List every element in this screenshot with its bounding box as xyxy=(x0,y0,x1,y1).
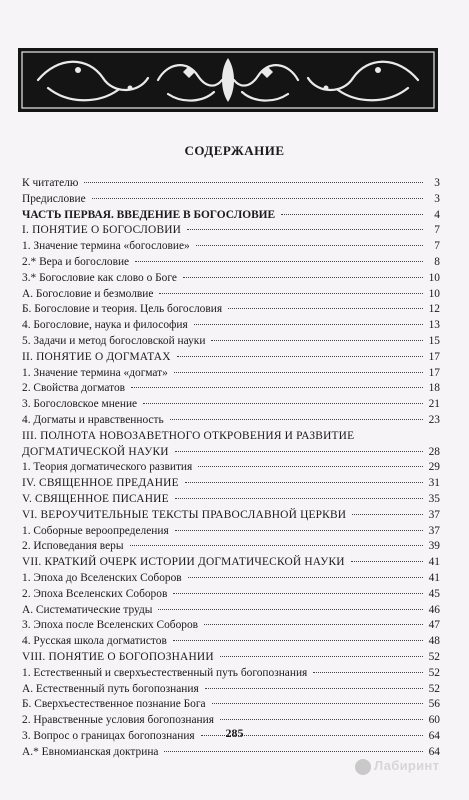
toc-entry-page: 15 xyxy=(428,334,440,347)
toc-entry xyxy=(22,460,440,476)
dot-leader xyxy=(187,229,423,230)
toc-entry-page: 10 xyxy=(428,287,440,300)
dot-leader xyxy=(158,609,423,610)
toc-entry xyxy=(22,287,440,303)
dot-leader xyxy=(204,624,423,625)
toc-entry-title: 1. Значение термина «догмат» xyxy=(22,366,168,379)
toc-entry xyxy=(22,492,440,508)
toc-entry-title: 1. Значение термина «богословие» xyxy=(22,240,190,253)
labyrinth-logo-icon xyxy=(355,759,371,775)
toc-entry-title: V. СВЯЩЕННОЕ ПИСАНИЕ xyxy=(22,492,169,505)
toc-entry-page: 21 xyxy=(428,398,440,411)
toc-entry xyxy=(22,413,440,429)
toc-entry-title: ЧАСТЬ ПЕРВАЯ. ВВЕДЕНИЕ В БОГОСЛОВИЕ xyxy=(22,208,276,221)
toc-entry-page: 41 xyxy=(428,556,440,569)
dot-leader xyxy=(313,672,423,673)
toc-entry-page: 8 xyxy=(434,255,440,268)
toc-entry-title: Б. Богословие и теория. Цель богословия xyxy=(22,303,223,316)
watermark-logo-text: Лабиринт xyxy=(374,758,440,773)
toc-entry-title: 1. Теория догматического развития xyxy=(22,461,193,474)
dot-leader xyxy=(351,561,423,562)
dot-leader xyxy=(177,356,423,357)
dot-leader xyxy=(174,372,423,373)
toc-entry-page: 29 xyxy=(428,461,440,474)
toc-entry-page: 45 xyxy=(428,587,440,600)
dot-leader xyxy=(131,387,423,388)
toc-entry xyxy=(22,350,440,366)
toc-entry-title: 3. Эпоха после Вселенских Соборов xyxy=(22,619,199,632)
toc-entry xyxy=(22,176,440,192)
toc-entry-title: ДОГМАТИЧЕСКОЙ НАУКИ xyxy=(22,445,169,458)
toc-entry-page: 12 xyxy=(428,303,440,316)
toc-entry xyxy=(22,445,440,461)
toc-entry-title: III. ПОЛНОТА НОВОЗАВЕТНОГО ОТКРОВЕНИЯ И РАЗВИТИЕ xyxy=(22,429,355,442)
dot-leader xyxy=(194,324,423,325)
dot-leader xyxy=(198,466,423,467)
dot-leader xyxy=(84,182,423,183)
toc-entry-title: VII. КРАТКИЙ ОЧЕРК ИСТОРИИ ДОГМАТИЧЕСКОЙ НАУКИ xyxy=(22,556,345,569)
toc-entry-page: 48 xyxy=(428,635,440,648)
toc-entry-page: 46 xyxy=(428,603,440,616)
toc-entry xyxy=(22,634,440,650)
toc-entry xyxy=(22,650,440,666)
toc-entry-title: А.* Евномианская доктрина xyxy=(22,745,159,758)
toc-entry xyxy=(22,555,440,571)
toc-entry-title: I. ПОНЯТИЕ О БОГОСЛОВИИ xyxy=(22,224,182,237)
toc-entry-page: 52 xyxy=(428,666,440,679)
toc-entry xyxy=(22,666,440,682)
toc-entry-page: 60 xyxy=(428,714,440,727)
dot-leader xyxy=(175,498,423,499)
toc-entry-title: А. Систематические труды xyxy=(22,603,153,616)
toc-entry xyxy=(22,334,440,350)
toc-entry xyxy=(22,397,440,413)
toc-entry xyxy=(22,539,440,555)
toc-entry-page: 28 xyxy=(428,445,440,458)
toc-entry-page: 17 xyxy=(428,350,440,363)
toc-entry-page: 37 xyxy=(428,508,440,521)
toc-entry-page: 47 xyxy=(428,619,440,632)
toc-entry-page: 3 xyxy=(434,192,440,205)
toc-entry-title: 2. Эпоха Вселенских Соборов xyxy=(22,587,168,600)
toc-entry xyxy=(22,429,440,445)
toc-entry-page: 3 xyxy=(434,177,440,189)
dot-leader xyxy=(205,688,423,689)
toc-entry-title: VIII. ПОНЯТИЕ О БОГОПОЗНАНИИ xyxy=(22,650,214,663)
toc-entry-title: 4. Догматы и нравственность xyxy=(22,413,164,426)
dot-leader xyxy=(135,261,423,262)
toc-entry-title: 4. Русская школа догматистов xyxy=(22,635,167,648)
dot-leader xyxy=(196,245,423,246)
toc-entry-title: А. Естественный путь богопознания xyxy=(22,682,199,695)
toc-entry xyxy=(22,302,440,318)
toc-entry-page: 52 xyxy=(428,650,440,663)
toc-entry xyxy=(22,381,440,397)
toc-entry-page: 64 xyxy=(428,729,440,742)
toc-entry xyxy=(22,524,440,540)
toc-entry xyxy=(22,192,440,208)
page-number: 285 xyxy=(225,726,244,740)
toc-entry-title: А. Богословие и безмолвие xyxy=(22,287,154,300)
toc-entry-page: 31 xyxy=(428,477,440,490)
dot-leader xyxy=(164,751,423,752)
toc-entry-page: 13 xyxy=(428,319,440,332)
toc-entry-title: 2. Свойства догматов xyxy=(22,382,126,395)
toc-entry xyxy=(22,223,440,239)
dot-leader xyxy=(183,277,423,278)
dot-leader xyxy=(220,719,423,720)
toc-entry-title: 3.* Богословие как слово о Боге xyxy=(22,271,177,284)
floral-ornament-icon xyxy=(18,48,438,112)
toc-entry xyxy=(22,587,440,603)
toc-entry-page: 4 xyxy=(434,208,440,221)
dot-leader xyxy=(212,703,423,704)
toc-entry-page: 7 xyxy=(434,240,440,253)
toc-entry xyxy=(22,508,440,524)
toc-entry-title: 2. Нравственные условия богопознания xyxy=(22,714,214,727)
toc-entry-title: 1. Естественный и сверхъестественный путь богопознания xyxy=(22,666,308,679)
toc-entry-page: 56 xyxy=(428,698,440,711)
dot-leader xyxy=(211,340,423,341)
dot-leader xyxy=(352,514,423,515)
watermark-logo xyxy=(355,758,439,775)
toc-entry-page: 18 xyxy=(428,382,440,395)
dot-leader xyxy=(175,530,423,531)
dot-leader xyxy=(130,545,423,546)
toc-entry xyxy=(22,618,440,634)
toc-entry-title: 1. Соборные вероопределения xyxy=(22,524,169,537)
dot-leader xyxy=(143,403,423,404)
toc-entry xyxy=(22,697,440,713)
toc-entry-title: 2. Исповедания веры xyxy=(22,540,124,553)
toc-entry-page: 10 xyxy=(428,271,440,284)
toc-entry-title: IV. СВЯЩЕННОЕ ПРЕДАНИЕ xyxy=(22,477,179,490)
toc-entry-page: 64 xyxy=(428,745,440,758)
toc-entry-page: 52 xyxy=(428,682,440,695)
ornamental-header-banner xyxy=(18,48,438,112)
toc-entry xyxy=(22,682,440,698)
toc-entry-title: II. ПОНЯТИЕ О ДОГМАТАХ xyxy=(22,350,171,363)
toc-entry-page: 17 xyxy=(428,366,440,379)
dot-leader xyxy=(185,482,423,483)
toc-entry-title: VI. ВЕРОУЧИТЕЛЬНЫЕ ТЕКСТЫ ПРАВОСЛАВНОЙ ЦЕРКВИ xyxy=(22,508,347,521)
toc-entry-title: 3. Вопрос о границах богопознания xyxy=(22,729,195,742)
toc-entry-title: Предисловие xyxy=(22,192,86,205)
dot-leader xyxy=(173,593,423,594)
dot-leader xyxy=(92,198,423,199)
toc-entry xyxy=(22,255,440,271)
toc-entry xyxy=(22,318,440,334)
toc-entry-page: 39 xyxy=(428,540,440,553)
toc-entry-page: 23 xyxy=(428,413,440,426)
toc-entry-page: 35 xyxy=(428,492,440,505)
toc-entry-title: 5. Задачи и метод богословской науки xyxy=(22,334,206,347)
dot-leader xyxy=(175,451,423,452)
table-of-contents xyxy=(22,176,440,760)
toc-entry-title: 4. Богословие, наука и философия xyxy=(22,319,188,332)
toc-entry xyxy=(22,571,440,587)
toc-entry xyxy=(22,476,440,492)
dot-leader xyxy=(173,640,423,641)
toc-entry xyxy=(22,239,440,255)
toc-entry-page: 37 xyxy=(428,524,440,537)
toc-entry-title: 2.* Вера и богословие xyxy=(22,255,130,268)
toc-entry-title: К читателю xyxy=(22,177,79,189)
dot-leader xyxy=(281,214,423,215)
toc-entry-title: Б. Сверхъестественное познание Бога xyxy=(22,698,206,711)
dot-leader xyxy=(220,656,423,657)
toc-entry-page: 7 xyxy=(434,224,440,237)
dot-leader xyxy=(188,577,423,578)
dot-leader xyxy=(170,419,423,420)
toc-entry xyxy=(22,603,440,619)
toc-entry-title: 3. Богословское мнение xyxy=(22,398,138,411)
contents-heading: СОДЕРЖАНИЕ xyxy=(184,143,285,158)
toc-entry xyxy=(22,366,440,382)
dot-leader xyxy=(159,293,423,294)
toc-entry xyxy=(22,208,440,224)
toc-entry-page: 41 xyxy=(428,571,440,584)
dot-leader xyxy=(228,308,423,309)
toc-entry-title: 1. Эпоха до Вселенских Соборов xyxy=(22,571,182,584)
toc-entry xyxy=(22,271,440,287)
